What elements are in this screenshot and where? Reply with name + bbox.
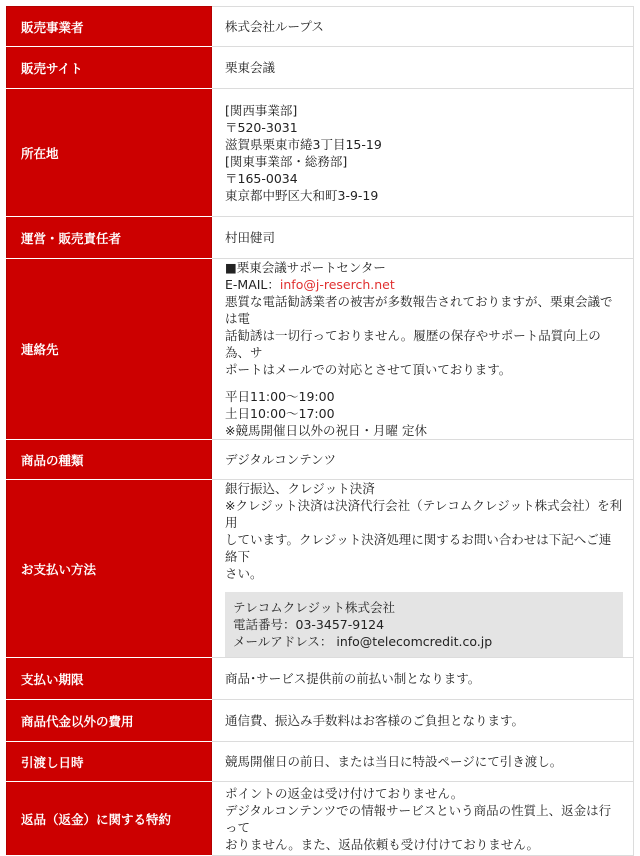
row-label-payment-method: お支払い方法 [7, 480, 212, 658]
business-hours-line: 平日11:00〜19:00 [225, 389, 335, 404]
email-prefix: E-MAIL： [225, 277, 280, 292]
table-row [7, 440, 634, 480]
box-line: メールアドレス： info@telecomcredit.co.jp [233, 634, 493, 649]
value-line: 〒165-0034 [225, 170, 298, 186]
value-line: 銀行振込、クレジット決済 [225, 481, 375, 496]
table-row [7, 700, 634, 742]
row-label-contact: 連絡先 [7, 259, 212, 440]
contact-note-line: ポートはメールでの対応とさせて頂いております。 [225, 362, 512, 377]
row-label-payment-deadline: 支払い期限 [7, 658, 212, 700]
support-email-link[interactable]: info@j-reserch.net [279, 277, 395, 292]
tokushoho-table-container [6, 6, 634, 856]
row-label-refund-policy: 返品（返金）に関する特約 [7, 782, 212, 856]
value-line: 〒520-3031 [225, 119, 298, 135]
value-line: 商品･サービス提供前の前払い制となります。 [225, 671, 481, 686]
row-value-site [212, 47, 634, 89]
table-row [7, 259, 634, 440]
value-line: ※クレジット決済は決済代行会社（テレコムクレジット株式会社）を利用 [225, 498, 623, 530]
business-hours-line: ※競馬開催日以外の祝日・月曜 定休 [225, 423, 427, 438]
row-label-extra-fees: 商品代金以外の費用 [7, 700, 212, 742]
table-row [7, 7, 634, 47]
row-label-delivery: 引渡し日時 [7, 742, 212, 782]
row-value-seller [212, 7, 634, 47]
row-value-manager [212, 217, 634, 259]
value-line: [関西事業部] [225, 102, 298, 118]
row-value-contact [212, 259, 634, 440]
value-line: さい。 [225, 566, 263, 581]
row-value-delivery [212, 742, 634, 782]
table-row [7, 47, 634, 89]
row-value-payment-deadline [212, 658, 634, 700]
value-line: しています。クレジット決済処理に関するお問い合わせは下記へご連絡下 [225, 532, 612, 564]
value-line: 栗東会議 [225, 60, 276, 75]
row-label-seller: 販売事業者 [7, 7, 212, 47]
support-center-name: ■栗東会議サポートセンター [225, 260, 386, 275]
row-value-payment-method [212, 480, 634, 658]
value-line: 村田健司 [225, 230, 276, 245]
payment-company-box [225, 592, 623, 657]
table-row [7, 480, 634, 658]
contact-note-line: 話勧誘は一切行っておりません。履歴の保存やサポート品質向上の為、サ [225, 328, 601, 360]
value-line: 通信費、振込み手数料はお客様のご負担となります。 [225, 713, 525, 728]
table-row [7, 89, 634, 217]
legal-info-table [6, 6, 634, 856]
row-label-address: 所在地 [7, 89, 212, 217]
table-row [7, 782, 634, 856]
row-value-extra-fees [212, 700, 634, 742]
value-line: ポイントの返金は受け付けておりません。 [225, 785, 464, 801]
business-hours-line: 土日10:00〜17:00 [225, 406, 335, 421]
value-line: おりません。また、返品依頼も受け付けておりません。 [225, 836, 540, 852]
value-line: 競馬開催日の前日、または当日に特設ページにて引き渡し。 [225, 754, 563, 769]
value-line: デジタルコンテンツでの情報サービスという商品の性質上、返金は行って [225, 802, 612, 835]
row-value-address [212, 89, 634, 217]
value-line: 株式会社ループス [225, 19, 324, 34]
box-line: テレコムクレジット株式会社 [233, 600, 395, 615]
table-row [7, 217, 634, 259]
table-row [7, 658, 634, 700]
value-line: 東京都中野区大和町3-9-19 [225, 187, 379, 203]
row-label-site: 販売サイト [7, 47, 212, 89]
row-value-product-type [212, 440, 634, 480]
row-label-product-type: 商品の種類 [7, 440, 212, 480]
contact-note-line: 悪質な電話勧誘業者の被害が多数報告されておりますが、栗東会議では電 [225, 294, 613, 326]
table-row [7, 742, 634, 782]
box-line: 電話番号：03-3457-9124 [233, 617, 385, 632]
value-line: 滋賀県栗東市綣3丁目15-19 [225, 136, 382, 152]
email-line [225, 276, 623, 293]
row-label-manager: 運営・販売責任者 [7, 217, 212, 259]
row-value-refund-policy [212, 782, 634, 856]
value-line: デジタルコンテンツ [225, 452, 337, 467]
value-line: [関東事業部・総務部] [225, 153, 348, 169]
